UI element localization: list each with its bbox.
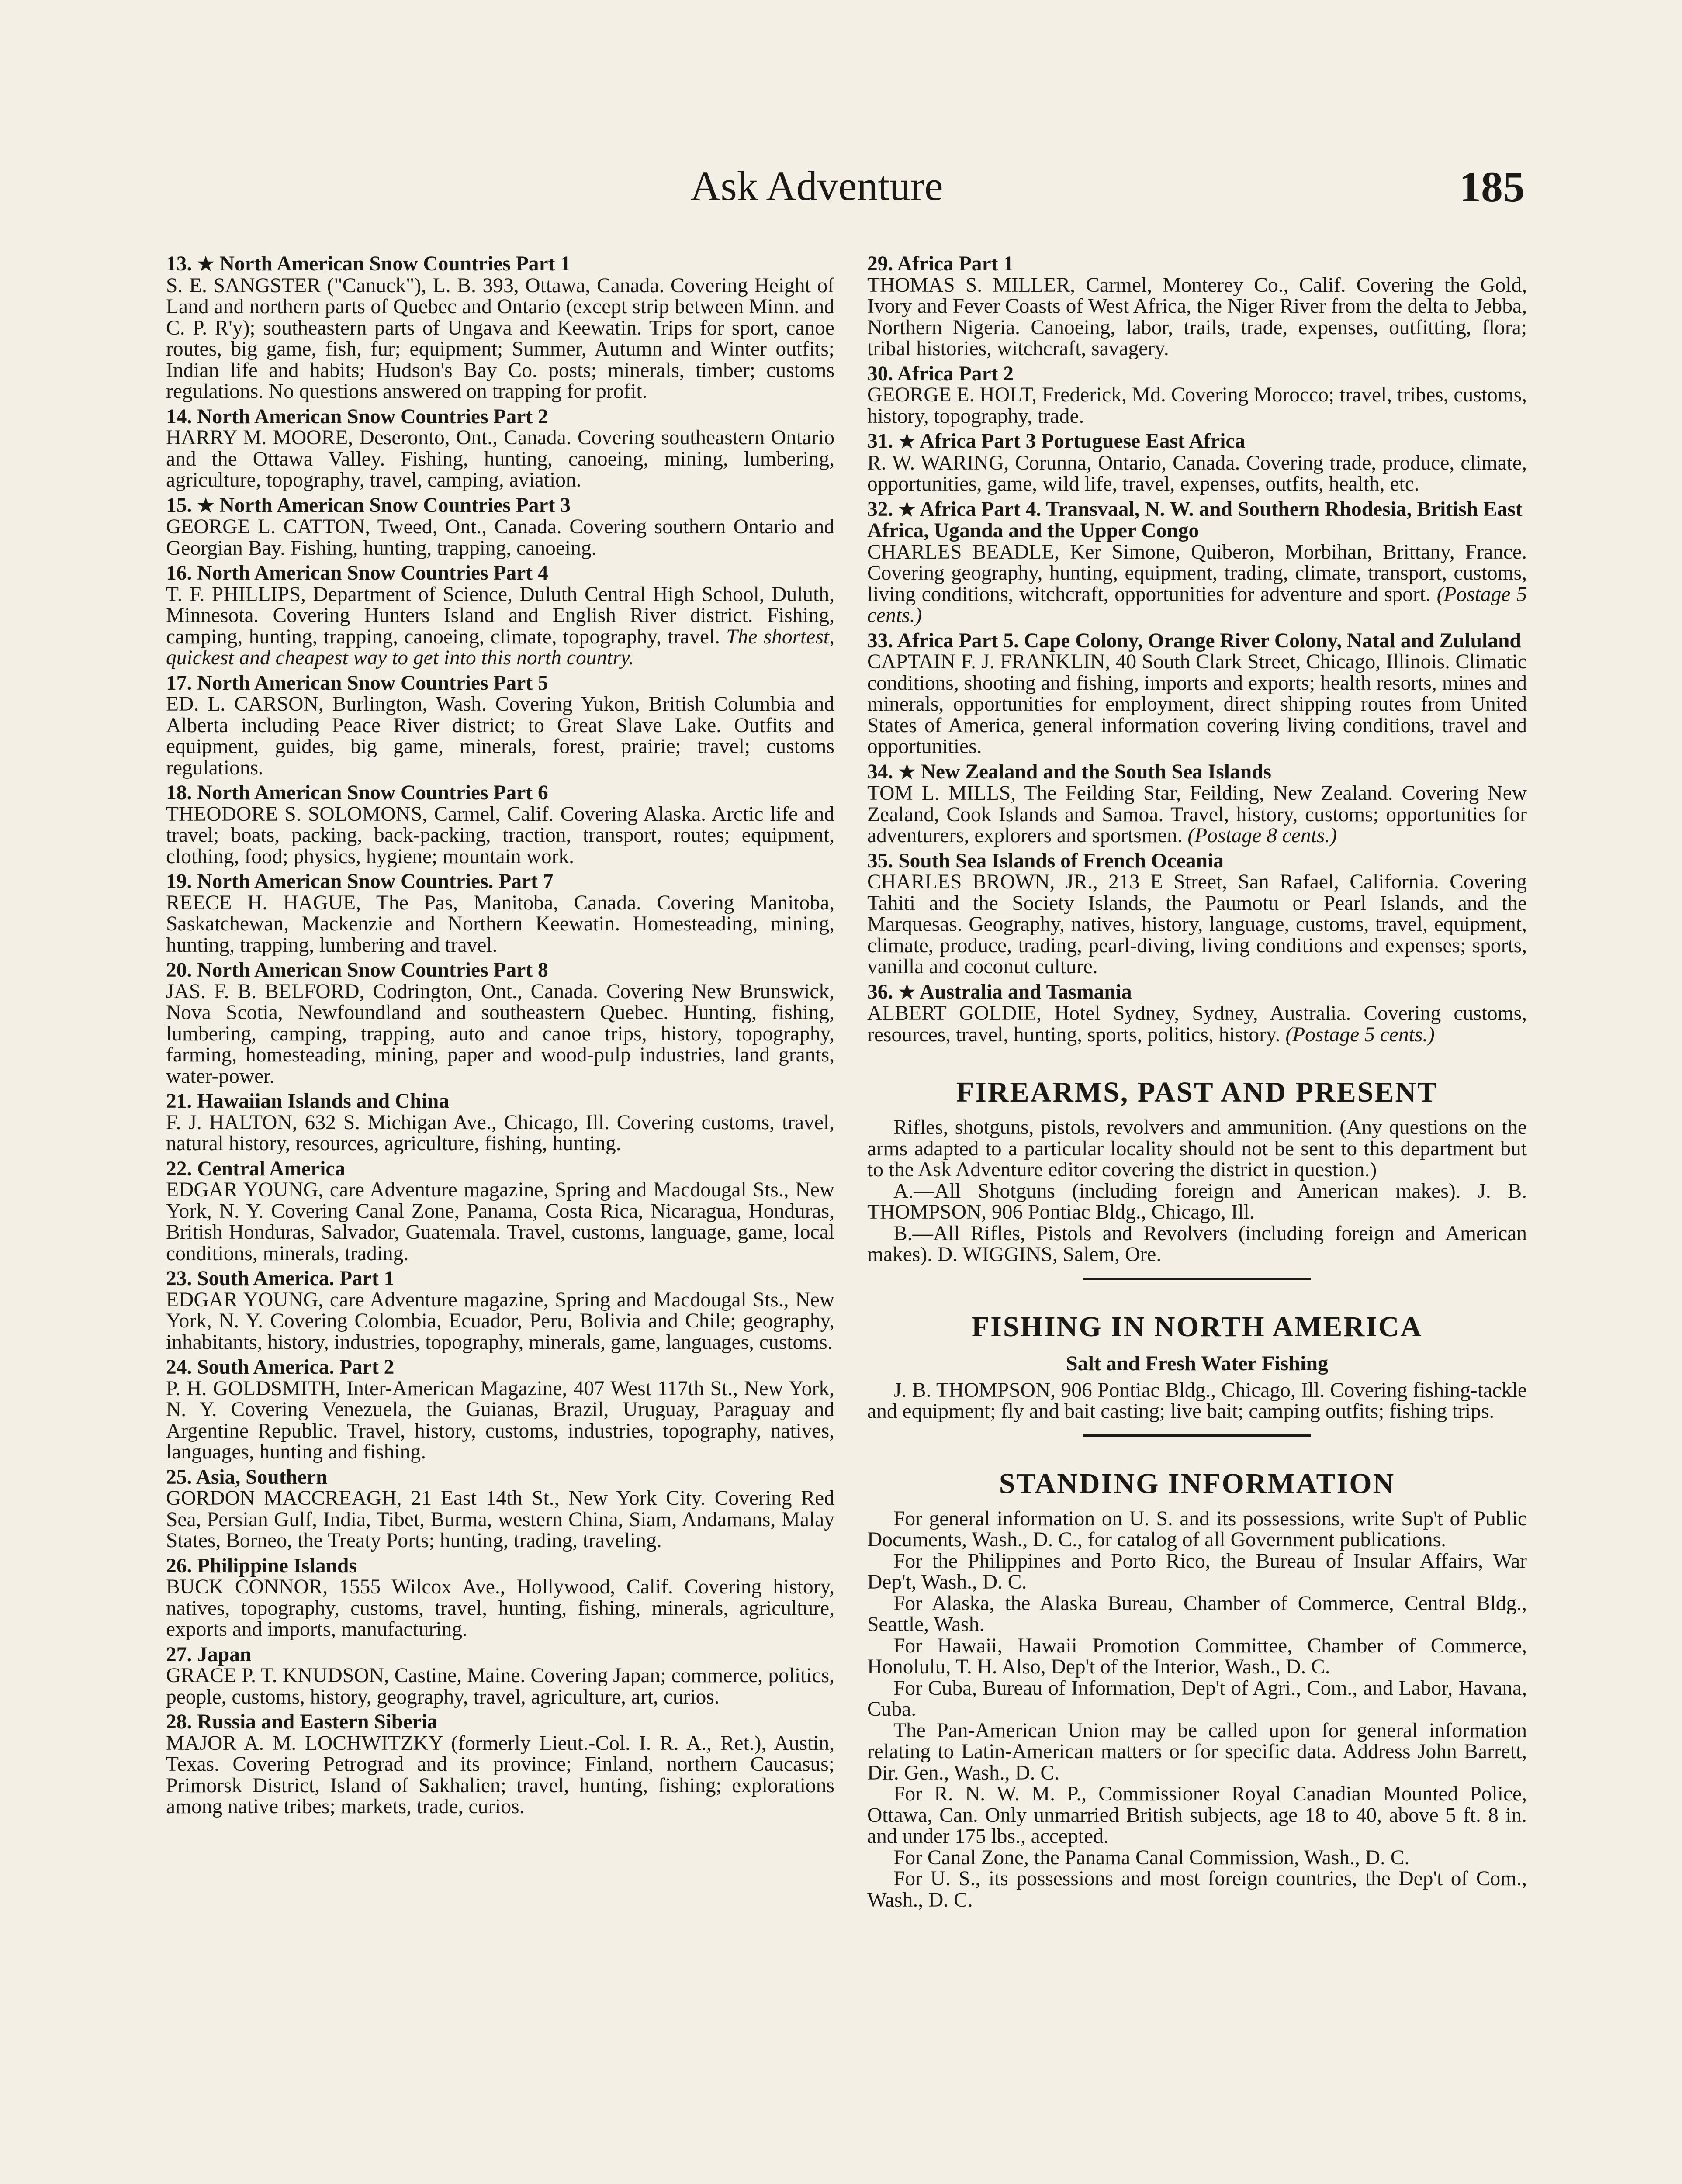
entry-body-text: GEORGE L. CATTON, Tweed, Ont., Canada. Covering southern Ontario and Georgian Bay. Fishing, hunting, trapping, canoeing.: [166, 515, 834, 560]
page-title: Ask Adventure: [690, 162, 943, 209]
entry-title: [166, 1711, 834, 1733]
entry-title-text: New Zealand and the South Sea Islands: [921, 760, 1272, 783]
entry-body-text: S. E. SANGSTER ("Canuck"), L. B. 393, Ottawa, Canada. Covering Height of Land and northern parts of Quebec and Ontario (except strip between Minn. and C. P. R'y); southeastern parts of Ungava and Keewatin. Trips for sport, canoe routes, big game, fish, fur; equipment; Summer, Autumn and Winter outfits; Indian life and habits; Hudson's Bay Co. posts; minerals, timber; customs regulations. No questions answered on trapping for profit.: [166, 274, 834, 403]
fishing-subheading: Salt and Fresh Water Fishing: [1066, 1351, 1329, 1375]
standing-paragraph: For general information on U. S. and its possessions, write Sup't of Public Documents, Wash., D. C., for catalog of all Government publications.: [867, 1507, 1527, 1551]
entry-number: 26.: [166, 1554, 192, 1577]
entry-title: [166, 1091, 834, 1112]
entry-body: [166, 427, 834, 491]
entry-number: 25.: [166, 1465, 192, 1489]
directory-entry: [166, 673, 834, 779]
directory-entry: [166, 871, 834, 956]
directory-entry: [166, 1644, 834, 1708]
entry-title: [166, 1467, 834, 1488]
firearms-intro: Rifles, shotguns, pistols, revolvers and ammunition. (Any questions on the arms adapted to a particular locality should not be sent to this department but to the Ask Adventure editor covering the district in question.): [867, 1116, 1527, 1181]
entry-number: 31.: [867, 430, 893, 453]
entry-title: [166, 563, 834, 584]
entry-title: [166, 871, 834, 892]
directory-entry: [166, 1158, 834, 1265]
entry-body: [867, 542, 1527, 626]
entry-title-text: Africa Part 3 Portuguese East Africa: [919, 430, 1246, 453]
star-icon: ★: [898, 498, 916, 520]
entry-body: [166, 981, 834, 1087]
entry-body: [166, 516, 834, 559]
directory-entry: [166, 960, 834, 1087]
entry-title-text: Central America: [197, 1157, 346, 1180]
entry-note: The shortest, quickest and cheapest way to get into this north country.: [166, 625, 835, 669]
entry-title: [166, 1158, 834, 1180]
entry-title-text: Australia and Tasmania: [919, 980, 1132, 1003]
page-number: 185: [1459, 162, 1525, 211]
entry-body-text: F. J. HALTON, 632 S. Michigan Ave., Chicago, Ill. Covering customs, travel, natural history, resources, agriculture, fishing, hunting.: [166, 1111, 834, 1155]
entry-body: [166, 1289, 834, 1353]
standing-paragraph: For R. N. W. M. P., Commissioner Royal Canadian Mounted Police, Ottawa, Can. Only unmarried British subjects, age 18 to 40, above 5 ft. 8 in. and under 175 lbs., accepted.: [867, 1783, 1527, 1848]
fishing-body: J. B. THOMPSON, 906 Pontiac Bldg., Chicago, Ill. Covering fishing-tackle and equipment; fly and bait casting; live bait; camping outfits; fishing trips.: [867, 1379, 1527, 1423]
entry-body-text: BUCK CONNOR, 1555 Wilcox Ave., Hollywood, Calif. Covering history, natives, topography, customs, travel, hunting, fishing, minerals, agriculture, exports and imports, manufacturing.: [166, 1576, 834, 1641]
entry-body: [166, 1733, 834, 1818]
entry-body: [166, 892, 834, 956]
entry-title: [166, 782, 834, 804]
entry-number: 22.: [166, 1157, 192, 1180]
entry-body-text: CHARLES BROWN, JR., 213 E Street, San Rafael, California. Covering Tahiti and the Society Islands, the Paumotu or Pearl Islands, and the Marquesas. Geography, natives, history, language, customs, travel, equipment, climate, produce, trading, pearl-diving, living conditions and expenses; sports, vanilla and coconut culture.: [867, 871, 1527, 978]
entry-body-text: GEORGE E. HOLT, Frederick, Md. Covering Morocco; travel, tribes, customs, history, topography, trade.: [867, 384, 1527, 428]
entry-title-text: North American Snow Countries Part 5: [197, 671, 548, 695]
entry-body-text: CAPTAIN F. J. FRANKLIN, 40 South Clark Street, Chicago, Illinois. Climatic conditions, shooting and fishing, imports and exports; health resorts, mines and minerals, opportunities for employment, direct shipping routes from United States of America, general information covering living conditions, travel and opportunities.: [867, 650, 1527, 758]
directory-entry: [867, 253, 1527, 359]
standing-heading: STANDING INFORMATION: [999, 1467, 1395, 1500]
entry-title: [166, 253, 834, 275]
entry-title: [166, 1268, 834, 1289]
entry-body: [166, 275, 834, 402]
entry-body: [166, 584, 834, 669]
entry-title: [166, 960, 834, 981]
directory-entry: [166, 1555, 834, 1640]
entry-title-text: Hawaiian Islands and China: [197, 1090, 450, 1113]
entry-note: (Postage 5 cents.): [867, 583, 1527, 627]
standing-paragraph: For Canal Zone, the Panama Canal Commission, Wash., D. C.: [893, 1846, 1410, 1869]
entry-body-text: MAJOR A. M. LOCHWITZKY (formerly Lieut.-Col. I. R. A., Ret.), Austin, Texas. Covering Petrograd and its province; Finland, northern Caucasus; Primorsk District, Island of Sakhalien; travel, hunting, fishing; explorations among native tribes; markets, trade, curios.: [166, 1731, 834, 1818]
entry-number: 14.: [166, 405, 192, 428]
standing-paragraphs: [867, 1508, 1527, 1911]
entry-body: [166, 1179, 834, 1264]
standing-paragraph: For Alaska, the Alaska Bureau, Chamber of Commerce, Central Bldg., Seattle, Wash.: [867, 1592, 1527, 1636]
entry-number: 20.: [166, 959, 192, 981]
entry-title: [867, 499, 1527, 542]
entry-body: [166, 1665, 834, 1707]
star-icon: ★: [197, 494, 215, 516]
entry-title-text: South America. Part 1: [197, 1267, 395, 1290]
entry-body: [166, 804, 834, 867]
entry-number: 15.: [166, 494, 192, 517]
directory-entry: [166, 1091, 834, 1154]
directory-entry: [867, 431, 1527, 495]
entry-title-text: North American Snow Countries Part 4: [197, 562, 548, 584]
standing-paragraph: For U. S., its possessions and most foreign countries, the Dep't of Com., Wash., D. C.: [867, 1867, 1527, 1911]
entry-title-text: Africa Part 5. Cape Colony, Orange River Colony, Natal and Zululand: [897, 629, 1521, 652]
entry-body: [867, 453, 1527, 495]
directory-entry: [166, 1711, 834, 1818]
entry-number: 18.: [166, 781, 192, 804]
entry-body-text: ED. L. CARSON, Burlington, Wash. Covering Yukon, British Columbia and Alberta including Peace River district; to Great Slave Lake. Outfits and equipment, guides, big game, minerals, forest, prairie; travel; customs regulations.: [166, 693, 834, 779]
directory-entry: [867, 761, 1527, 847]
entry-number: 28.: [166, 1711, 192, 1733]
entry-number: 23.: [166, 1267, 192, 1290]
entry-number: 13.: [166, 252, 192, 275]
entry-number: 24.: [166, 1356, 192, 1379]
directory-entry: [166, 563, 834, 669]
entry-body: [867, 1003, 1527, 1045]
entry-title: [867, 431, 1527, 453]
entry-body-text: CHARLES BEADLE, Ker Simone, Quiberon, Morbihan, Brittany, France. Covering geography, hunting, equipment, trading, climate, transport, customs, living conditions, witchcraft, opportunities for adventure and sport.: [867, 540, 1527, 606]
entry-title-text: Africa Part 1: [897, 252, 1014, 275]
entry-body: [166, 1378, 834, 1463]
entry-title: [166, 406, 834, 428]
entry-title: [867, 630, 1527, 652]
star-icon: ★: [898, 761, 916, 783]
entry-body-text: REECE H. HAGUE, The Pas, Manitoba, Canada. Covering Manitoba, Saskatchewan, Mackenzie and Northern Keewatin. Homesteading, mining, hunting, trapping, lumbering and travel.: [166, 891, 834, 957]
entry-number: 34.: [867, 760, 893, 783]
entry-body-text: HARRY M. MOORE, Deseronto, Ont., Canada. Covering southeastern Ontario and the Ottawa Valley. Fishing, hunting, canoeing, mining, lumbering, agriculture, topography, travel, camping, aviation.: [166, 426, 834, 491]
entry-title: [166, 495, 834, 517]
entry-number: 17.: [166, 671, 192, 695]
entry-note: (Postage 8 cents.): [1187, 824, 1337, 847]
entry-body: [166, 1488, 834, 1552]
entry-body: [166, 694, 834, 778]
entry-body: [867, 275, 1527, 359]
entry-body-text: T. F. PHILLIPS, Department of Science, Duluth Central High School, Duluth, Minnesota. Covering Hunters Island and English River district. Fishing, camping, hunting, trapping, canoeing, climate, topography, travel.: [166, 583, 834, 648]
entry-number: 29.: [867, 252, 893, 275]
entry-title-text: North American Snow Countries Part 2: [197, 405, 548, 428]
entry-body-text: ALBERT GOLDIE, Hotel Sydney, Sydney, Australia. Covering customs, resources, travel, hunting, sports, politics, history.: [867, 1002, 1527, 1046]
entry-title: [867, 363, 1527, 385]
entry-body-text: EDGAR YOUNG, care Adventure magazine, Spring and Macdougal Sts., New York, N. Y. Covering Colombia, Ecuador, Peru, Bolivia and Chile; geography, inhabitants, history, industries, topography, minerals, game, languages, customs.: [166, 1288, 834, 1354]
firearms-item-b: B.—All Rifles, Pistols and Revolvers (including foreign and American makes). D. WIGGINS, Salem, Ore.: [867, 1222, 1527, 1266]
entry-title: [166, 1644, 834, 1666]
entry-title-text: North American Snow Countries. Part 7: [197, 870, 554, 893]
entry-body: [166, 1112, 834, 1154]
entry-title-text: Africa Part 4. Transvaal, N. W. and Southern Rhodesia, British East Africa, Uganda and the Upper Congo: [867, 498, 1523, 542]
entry-body-text: THEODORE S. SOLOMONS, Carmel, Calif. Covering Alaska. Arctic life and travel; boats, packing, back-packing, traction, transport, routes; equipment, clothing, food; physics, hygiene; mountain work.: [166, 802, 834, 868]
entry-number: 32.: [867, 498, 893, 521]
standing-paragraph: The Pan-American Union may be called upon for general information relating to Latin-American matters or for specific data. Address John Barrett, Dir. Gen., Wash., D. C.: [867, 1719, 1527, 1784]
entry-title-text: South Sea Islands of French Oceania: [898, 849, 1224, 872]
directory-entry: [867, 850, 1527, 978]
firearms-heading: FIREARMS, PAST AND PRESENT: [956, 1076, 1438, 1108]
right-column: [867, 253, 1527, 1911]
star-icon: ★: [898, 431, 916, 452]
directory-entry: [867, 630, 1527, 757]
entry-body: [867, 783, 1527, 847]
directory-entry: [166, 782, 834, 867]
directory-entry: [166, 406, 834, 491]
directory-entry: [867, 499, 1527, 626]
directory-entry: [867, 363, 1527, 427]
directory-entry: [166, 1357, 834, 1463]
star-icon: ★: [898, 981, 916, 1003]
entry-body-text: GORDON MACCREAGH, 21 East 14th St., New York City. Covering Red Sea, Persian Gulf, India, Tibet, Burma, western China, Siam, Andamans, Malay States, Borneo, the Treaty Ports; hunting, trading, traveling.: [166, 1487, 834, 1552]
star-icon: ★: [197, 253, 215, 275]
section-divider: [1083, 1434, 1311, 1437]
entry-body-text: JAS. F. B. BELFORD, Codrington, Ont., Canada. Covering New Brunswick, Nova Scotia, Newfoundland and southeastern Quebec. Hunting, fishing, lumbering, camping, trapping, auto and canoe trips, history, topography, farming, homesteading, mining, paper and wood-pulp industries, land grants, water-power.: [166, 980, 834, 1088]
entry-body: [867, 384, 1527, 427]
entry-title-text: North American Snow Countries Part 8: [197, 959, 548, 981]
entry-number: 21.: [166, 1090, 192, 1113]
directory-entry: [166, 1268, 834, 1353]
entry-title-text: Japan: [197, 1643, 252, 1666]
entry-title: [867, 761, 1527, 783]
section-divider: [1083, 1278, 1311, 1280]
entry-title-text: North American Snow Countries Part 1: [219, 252, 571, 275]
entry-title: [867, 850, 1527, 872]
entry-title-text: South America. Part 2: [197, 1356, 395, 1379]
directory-entry: [166, 1467, 834, 1552]
entry-body-text: P. H. GOLDSMITH, Inter-American Magazine, 407 West 117th St., New York, N. Y. Covering Venezuela, the Guianas, Brazil, Uruguay, Paraguay and Argentine Republic. Travel, history, customs, industries, topography, natives, languages, hunting and fishing.: [166, 1377, 834, 1463]
left-column: [166, 253, 834, 1821]
firearms-item-a: A.—All Shotguns (including foreign and American makes). J. B. THOMPSON, 906 Pontiac Bldg., Chicago, Ill.: [867, 1179, 1527, 1223]
page-header: [0, 162, 1682, 223]
standing-paragraph: For Hawaii, Hawaii Promotion Committee, Chamber of Commerce, Honolulu, T. H. Also, Dep't of the Interior, Wash., D. C.: [867, 1634, 1527, 1678]
entry-body: [166, 1576, 834, 1640]
entry-number: 35.: [867, 849, 893, 872]
right-entries: [867, 253, 1527, 1045]
entry-title: [867, 981, 1527, 1003]
directory-entry: [166, 253, 834, 402]
entry-body-text: EDGAR YOUNG, care Adventure magazine, Spring and Macdougal Sts., New York, N. Y. Covering Canal Zone, Panama, Costa Rica, Nicaragua, Honduras, British Honduras, Salvador, Guatemala. Travel, customs, language, game, local conditions, minerals, trading.: [166, 1178, 834, 1265]
entry-title: [867, 253, 1527, 275]
directory-entry: [166, 495, 834, 559]
entry-body: [867, 871, 1527, 978]
entry-title-text: Philippine Islands: [197, 1554, 357, 1577]
entry-body-text: R. W. WARING, Corunna, Ontario, Canada. Covering trade, produce, climate, opportunities, game, wild life, travel, expenses, outfits, health, etc.: [867, 451, 1527, 495]
entry-number: 36.: [867, 980, 893, 1003]
entry-number: 33.: [867, 629, 893, 652]
entry-body-text: TOM L. MILLS, The Feilding Star, Feilding, New Zealand. Covering New Zealand, Cook Islands and Samoa. Travel, history, customs; opportunities for adventurers, explorers and sportsmen.: [867, 782, 1527, 847]
entry-title: [166, 673, 834, 694]
entry-title-text: Asia, Southern: [196, 1465, 328, 1489]
entry-body-text: GRACE P. T. KNUDSON, Castine, Maine. Covering Japan; commerce, politics, people, customs, history, geography, travel, agriculture, art, curios.: [166, 1664, 834, 1708]
entry-note: (Postage 5 cents.): [1285, 1023, 1435, 1046]
directory-entry: [867, 981, 1527, 1046]
entry-title-text: Africa Part 2: [897, 362, 1014, 385]
entry-number: 19.: [166, 870, 192, 893]
entry-body: [867, 651, 1527, 757]
fishing-heading: FISHING IN NORTH AMERICA: [971, 1310, 1423, 1343]
entry-number: 16.: [166, 562, 192, 584]
entry-title-text: North American Snow Countries Part 3: [219, 494, 571, 517]
standing-paragraph: For Cuba, Bureau of Information, Dep't of Agri., Com., and Labor, Havana, Cuba.: [867, 1676, 1527, 1721]
entry-title: [166, 1555, 834, 1577]
entry-number: 27.: [166, 1643, 192, 1666]
entry-title-text: Russia and Eastern Siberia: [197, 1711, 438, 1733]
entry-title-text: North American Snow Countries Part 6: [197, 781, 548, 804]
standing-paragraph: For the Philippines and Porto Rico, the Bureau of Insular Affairs, War Dep't, Wash., D. C.: [867, 1549, 1527, 1593]
entry-number: 30.: [867, 362, 893, 385]
entry-title: [166, 1357, 834, 1378]
entry-body-text: THOMAS S. MILLER, Carmel, Monterey Co., Calif. Covering the Gold, Ivory and Fever Coasts of West Africa, the Niger River from the delta to Jebba, Northern Nigeria. Canoeing, labor, trails, trade, expenses, outfitting, flora; tribal histories, witchcraft, savagery.: [867, 273, 1527, 360]
